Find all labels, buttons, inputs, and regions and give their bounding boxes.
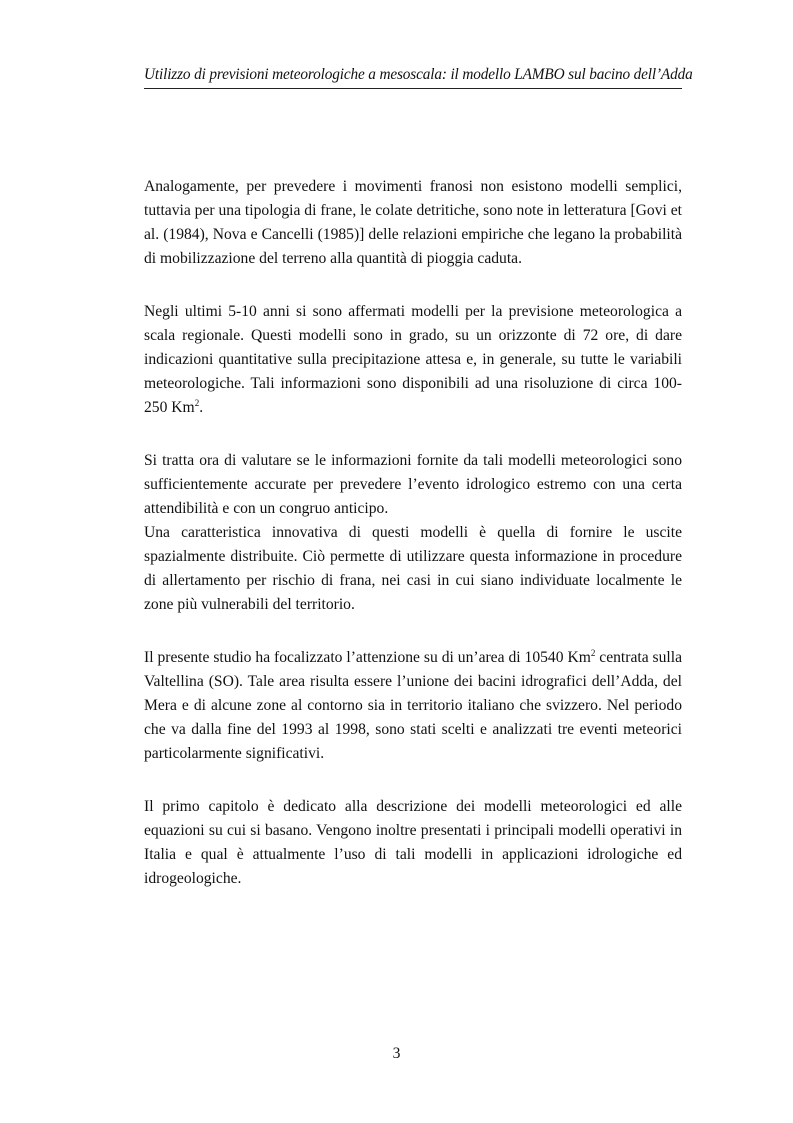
paragraph-study-area-rest: centrata sulla Valtellina (SO). Tale area risulta essere l’unione dei bacini idrografici dell’Adda, del Mera e di alcune zone al contorno sia in territorio italiano che svizzero. Nel periodo che va dalla fine del 1993 al 1998, sono stati scelti e analizzati tre eventi meteorici particolarmente significativi. <box>144 649 683 762</box>
paragraph-gap <box>144 271 682 300</box>
paragraph-study-area <box>144 646 682 766</box>
paragraph-regional-models <box>144 300 682 420</box>
paragraph-regional-models-text: Negli ultimi 5-10 anni si sono affermati modelli per la previsione meteorologica a scala regionale. Questi modelli sono in grado, su un orizzonte di 72 ore, di dare indicazioni quantitative sulla precipitazione attesa e, in generale, su tutte le variabili meteorologiche. Tali informazioni sono disponibili ad una risoluzione di circa 100-250 Km <box>144 303 682 416</box>
paragraph-gap <box>144 617 682 646</box>
paragraph-debris-flows: Analogamente, per prevedere i movimenti franosi non esistono modelli semplici, tuttavia per una tipologia di frane, le colate detritiche, sono note in letteratura [Govi et al. (1984), Nova e Cancelli (1985)] delle relazioni empiriche che legano la probabilità di mobilizzazione del terreno alla quantità di pioggia caduta. <box>144 178 682 267</box>
paragraph-accuracy: Si tratta ora di valutare se le informazioni fornite da tali modelli meteorologici sono sufficientemente accurate per prevedere l’evento idrologico estremo con una certa attendibilità e con un congruo anticipo. <box>144 452 682 517</box>
paragraph-gap <box>144 766 682 795</box>
superscript-squared: 2 <box>194 398 200 408</box>
body-text <box>144 175 682 891</box>
page-number: 3 <box>392 1045 401 1062</box>
running-header <box>144 66 693 89</box>
paragraph-regional-models-end: . <box>199 399 204 416</box>
paragraph-first-chapter: Il primo capitolo è dedicato alla descrizione dei modelli meteorologici ed alle equazioni su cui si basano. Vengono inoltre presentati i principali modelli operativi in Italia e qual è attualmente l’uso di tali modelli in applicazioni idrologiche ed idrogeologiche. <box>144 798 682 887</box>
paragraph-gap <box>144 420 682 449</box>
header-title: Utilizzo di previsioni meteorologiche a mesoscala: il modello LAMBO sul bacino dell’Adda <box>144 66 693 83</box>
paragraph-distributed-outputs: Una caratteristica innovativa di questi modelli è quella di fornire le uscite spazialmente distribuite. Ciò permette di utilizzare questa informazione in procedure di allertamento per rischio di frana, nei casi in cui siano individuate localmente le zone più vulnerabili del territorio. <box>144 524 682 613</box>
paragraph-study-area-start: Il presente studio ha focalizzato l’attenzione su di un’area di 10540 Km <box>144 649 591 666</box>
superscript-squared: 2 <box>590 648 596 658</box>
